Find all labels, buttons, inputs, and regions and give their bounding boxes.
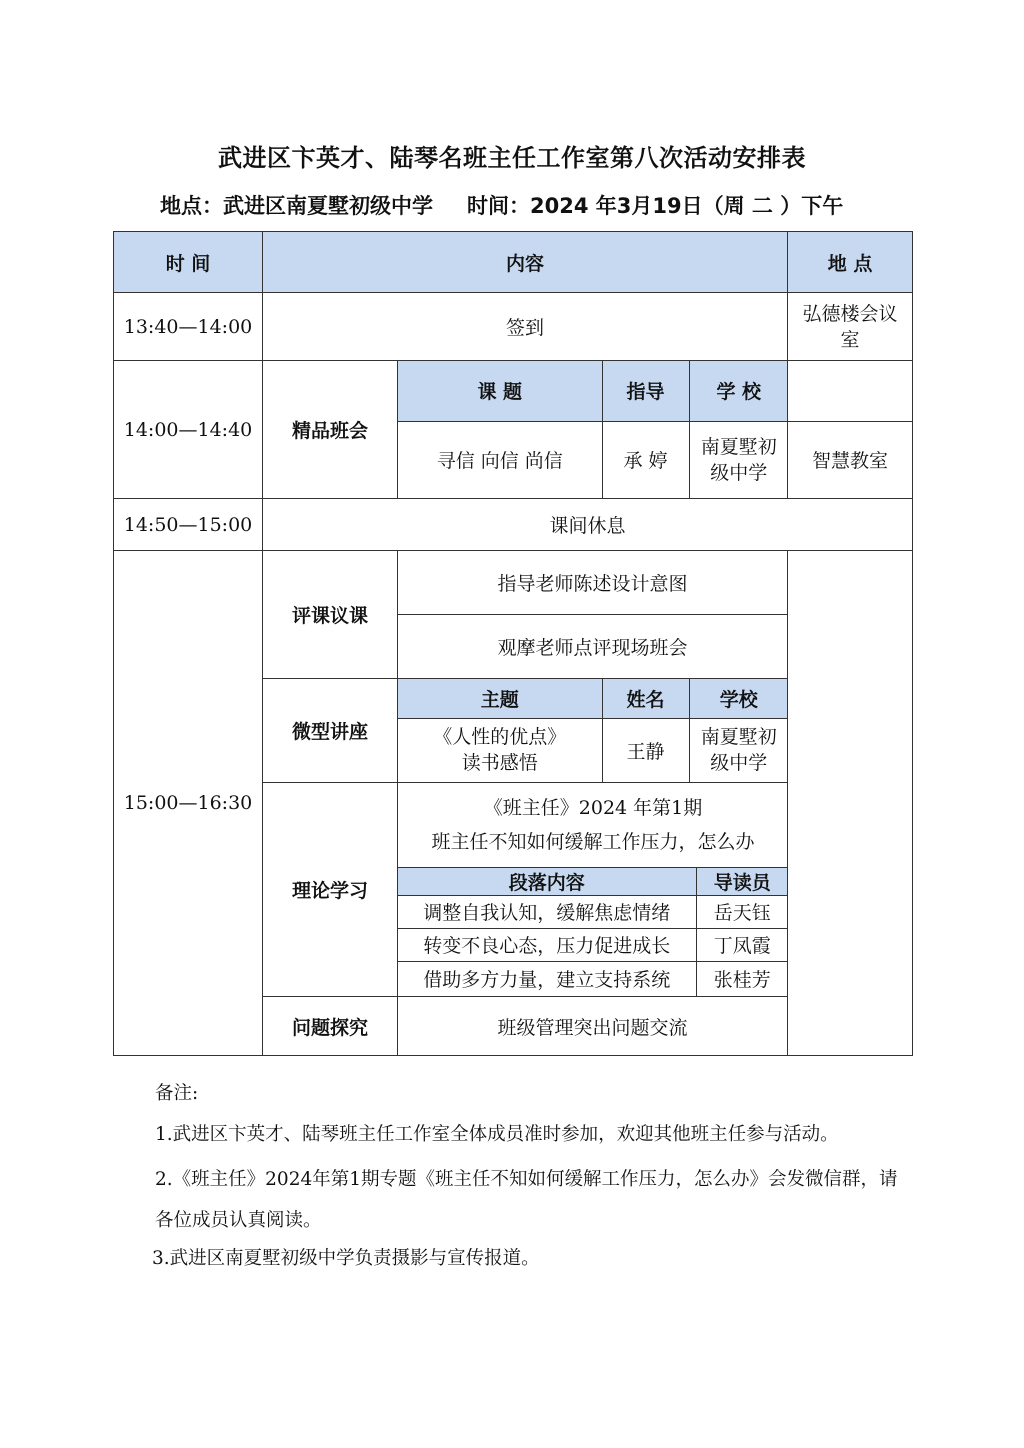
notes-item-2: 2.《班主任》2024年第1期专题《班主任不知如何缓解工作压力，怎么办》会发微信群，请各位成员认真阅读。 — [155, 1168, 898, 1231]
classmeeting-header-topic: 课 题 — [398, 361, 602, 421]
lecture-detail — [398, 679, 788, 783]
classmeeting-header-school: 学 校 — [689, 361, 788, 421]
theory-row — [398, 895, 788, 928]
theory-reader-3: 张桂芳 — [696, 961, 788, 996]
lecture-header-name: 姓名 — [602, 679, 689, 718]
header-place: 地 点 — [788, 232, 913, 293]
theory-detail — [398, 783, 788, 997]
theory-section: 理论学习 — [263, 783, 398, 997]
problem-section: 问题探究 — [263, 997, 398, 1056]
table-row — [114, 551, 913, 679]
notes-label: 备注: — [155, 1083, 199, 1104]
main-place — [788, 551, 913, 1056]
table-header-row — [114, 232, 913, 293]
break-time: 14:50—15:00 — [114, 499, 263, 551]
theory-paragraph-2: 转变不良心态，压力促进成长 — [398, 928, 696, 961]
header-time: 时 间 — [114, 232, 263, 293]
lecture-topic-line2: 读书感悟 — [461, 752, 538, 775]
lecture-topic — [398, 718, 602, 782]
theory-line2: 班主任不知如何缓解工作压力，怎么办 — [431, 830, 755, 853]
review-detail — [398, 551, 788, 679]
table-row — [114, 293, 913, 361]
notes-item-3: 3.武进区南夏墅初级中学负责摄影与宣传报道。 — [152, 1247, 540, 1269]
theory-header-reader: 导读员 — [696, 867, 788, 895]
notes — [152, 1080, 915, 1272]
signin-content: 签到 — [263, 293, 788, 361]
subtitle — [160, 190, 843, 220]
lecture-topic-line1: 《人性的优点》 — [433, 726, 567, 749]
header-content: 内容 — [263, 232, 788, 293]
signin-place: 弘德楼会议室 — [788, 293, 913, 361]
theory-intro — [398, 783, 788, 867]
lecture-section: 微型讲座 — [263, 679, 398, 783]
classmeeting-section: 精品班会 — [263, 361, 398, 499]
classmeeting-header-guide: 指导 — [602, 361, 689, 421]
theory-paragraph-3: 借助多方力量，建立支持系统 — [398, 961, 696, 996]
notes-item-1: 1.武进区卞英才、陆琴班主任工作室全体成员准时参加，欢迎其他班主任参与活动。 — [155, 1123, 839, 1145]
classmeeting-topic: 寻信 向信 尚信 — [398, 421, 602, 498]
subtitle-time: 时间：2024 年3月19日（周 二 ）下午 — [467, 194, 844, 218]
schedule-table — [113, 231, 913, 1056]
classmeeting-place: 智慧教室 — [788, 421, 912, 498]
signin-time: 13:40—14:00 — [114, 293, 263, 361]
table-row — [114, 499, 913, 551]
classmeeting-time: 14:00—14:40 — [114, 361, 263, 499]
break-content: 课间休息 — [263, 499, 913, 551]
theory-reader-1: 岳天钰 — [696, 895, 788, 928]
theory-reader-2: 丁凤霞 — [696, 928, 788, 961]
theory-row — [398, 928, 788, 961]
lecture-name: 王静 — [602, 718, 689, 782]
classmeeting-place-cell — [788, 361, 913, 499]
classmeeting-school: 南夏墅初级中学 — [689, 421, 788, 498]
problem-content: 班级管理突出问题交流 — [398, 997, 788, 1056]
theory-line1: 《班主任》2024 年第1期 — [483, 796, 703, 819]
classmeeting-guide: 承 婷 — [602, 421, 689, 498]
classmeeting-detail — [398, 361, 788, 499]
theory-row — [398, 961, 788, 996]
lecture-school: 南夏墅初级中学 — [689, 718, 788, 782]
table-row — [114, 361, 913, 499]
review-section: 评课议课 — [263, 551, 398, 679]
review-item-1: 指导老师陈述设计意图 — [398, 551, 787, 615]
theory-header-paragraph: 段落内容 — [398, 867, 696, 895]
review-item-2: 观摩老师点评现场班会 — [398, 615, 787, 679]
lecture-header-school: 学校 — [689, 679, 788, 718]
page-title: 武进区卞英才、陆琴名班主任工作室第八次活动安排表 — [218, 144, 806, 172]
main-time: 15:00—16:30 — [114, 551, 263, 1056]
subtitle-location: 地点：武进区南夏墅初级中学 — [160, 194, 433, 218]
theory-paragraph-1: 调整自我认知，缓解焦虑情绪 — [398, 895, 696, 928]
lecture-header-topic: 主题 — [398, 679, 602, 718]
